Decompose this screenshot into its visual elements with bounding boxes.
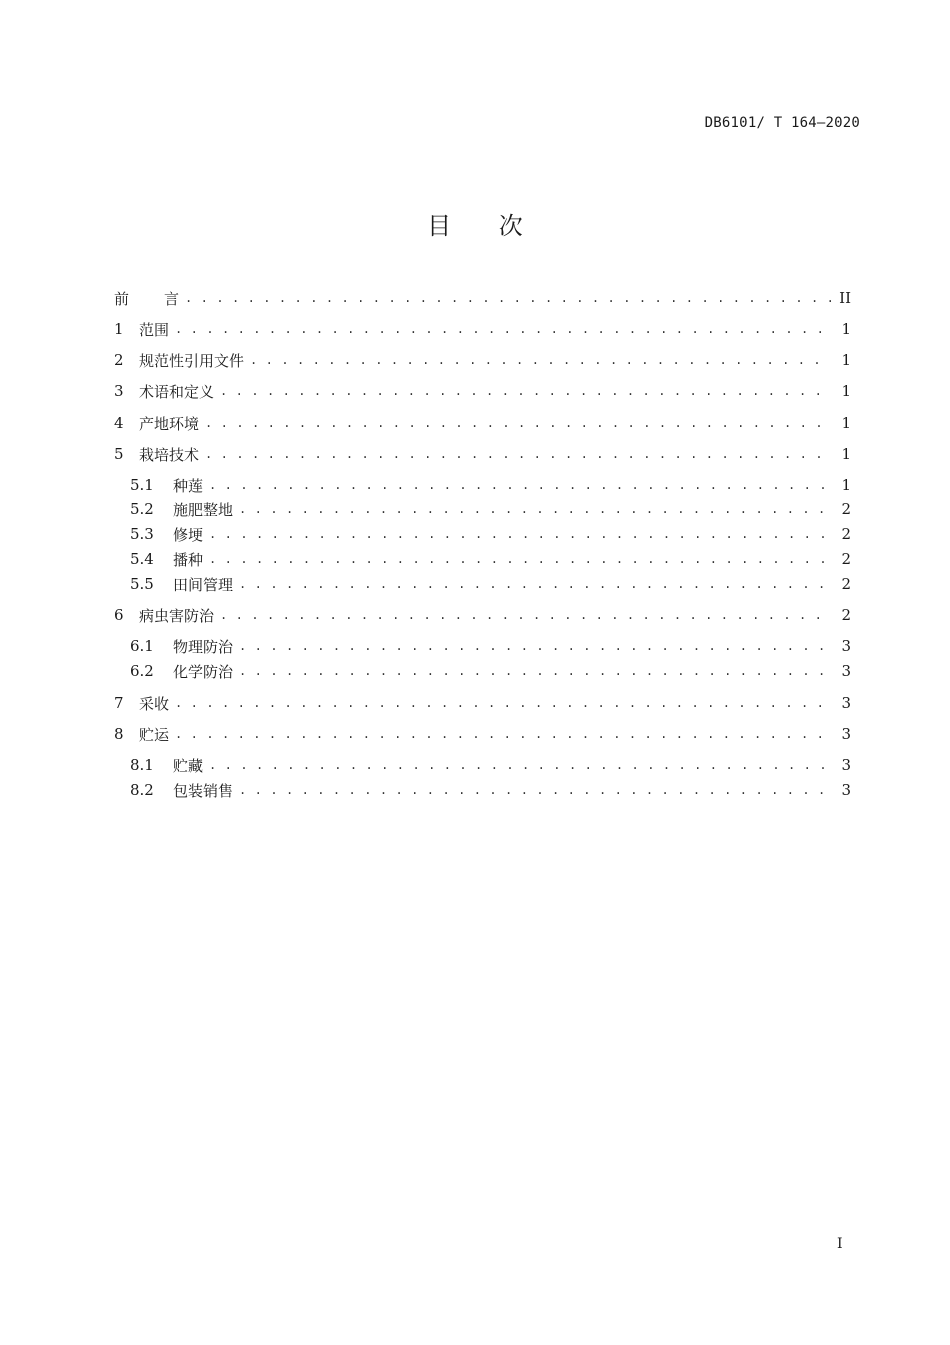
toc-entry-number: 3	[114, 382, 124, 400]
toc-subentry[interactable]	[130, 548, 851, 570]
leader-dots	[205, 416, 831, 430]
toc-entry-page: 1	[841, 382, 851, 400]
toc-entry-label: 物理防治	[173, 637, 234, 656]
toc-entry-label: 种莲	[173, 476, 204, 495]
toc-entry[interactable]	[114, 380, 851, 402]
toc-entry[interactable]	[114, 443, 851, 465]
toc-subentry[interactable]	[130, 635, 851, 657]
leader-dots	[220, 608, 831, 622]
toc-entry-page: 2	[841, 525, 851, 543]
toc-entry-label: 言	[164, 289, 180, 308]
toc-entry-number: 6.1	[130, 637, 154, 655]
toc-subentry[interactable]	[130, 498, 851, 520]
toc-subentry[interactable]	[130, 660, 851, 682]
toc-entry[interactable]	[114, 604, 851, 626]
toc-entry-page: 1	[841, 476, 851, 494]
leader-dots	[185, 291, 831, 305]
leader-dots	[239, 664, 831, 678]
toc-entry-page: 1	[841, 320, 851, 338]
toc-entry-number: 8	[114, 725, 124, 743]
leader-dots	[250, 353, 831, 367]
toc-entry-number: 5.2	[130, 500, 154, 518]
toc-entry-preface[interactable]	[114, 287, 851, 309]
leader-dots	[205, 447, 831, 461]
toc-entry-number: 5.4	[130, 550, 154, 568]
toc-entry-number: 4	[114, 414, 124, 432]
toc-entry[interactable]	[114, 723, 851, 745]
toc-entry-label: 田间管理	[173, 575, 234, 594]
toc-entry-page: 3	[841, 694, 851, 712]
toc-entry-label: 病虫害防治	[139, 606, 215, 625]
leader-dots	[209, 552, 831, 566]
toc-entry[interactable]	[114, 349, 851, 371]
toc-entry-page: 1	[841, 445, 851, 463]
toc-entry-label: 化学防治	[173, 662, 234, 681]
toc-entry-number: 6.2	[130, 662, 154, 680]
toc-entry[interactable]	[114, 412, 851, 434]
leader-dots	[239, 783, 831, 797]
toc-entry[interactable]	[114, 692, 851, 714]
leader-dots	[209, 758, 831, 772]
toc-entry-number: 5.1	[130, 476, 154, 494]
toc-entry-label: 贮运	[139, 725, 170, 744]
toc-entry-page: 1	[841, 351, 851, 369]
toc-entry-label: 产地环境	[139, 414, 200, 433]
page-title: 目 次	[427, 212, 523, 240]
toc-entry-page: 3	[841, 781, 851, 799]
leader-dots	[239, 639, 831, 653]
toc-subentry[interactable]	[130, 523, 851, 545]
toc-entry-label: 贮藏	[173, 756, 204, 775]
toc-entry-page: II	[839, 289, 851, 307]
toc-subentry[interactable]	[130, 573, 851, 595]
toc-entry-page: 3	[841, 637, 851, 655]
toc-subentry[interactable]	[130, 754, 851, 776]
toc-entry-number: 8.1	[130, 756, 154, 774]
leader-dots	[220, 384, 831, 398]
toc-subentry[interactable]	[130, 474, 851, 496]
toc-entry-number: 2	[114, 351, 124, 369]
toc-entry-label: 修埂	[173, 525, 204, 544]
toc-subentry[interactable]	[130, 779, 851, 801]
page-number: I	[837, 1236, 843, 1252]
toc-entry-number: 1	[114, 320, 124, 338]
toc-entry-label: 施肥整地	[173, 500, 234, 519]
toc-entry-page: 3	[841, 725, 851, 743]
leader-dots	[239, 577, 831, 591]
toc-entry-number: 前	[114, 289, 130, 308]
toc-entry-label: 栽培技术	[139, 445, 200, 464]
toc-entry-label: 播种	[173, 550, 204, 569]
leader-dots	[175, 696, 831, 710]
toc-entry-label: 术语和定义	[139, 382, 215, 401]
toc-entry-page: 3	[841, 756, 851, 774]
document-code: DB6101/ T 164—2020	[704, 115, 860, 131]
toc-entry-number: 5.3	[130, 525, 154, 543]
toc-entry-page: 2	[841, 606, 851, 624]
leader-dots	[239, 502, 831, 516]
leader-dots	[175, 727, 831, 741]
toc-entry-page: 2	[841, 575, 851, 593]
toc-entry[interactable]	[114, 318, 851, 340]
toc-entry-number: 7	[114, 694, 124, 712]
toc-entry-label: 范围	[139, 320, 170, 339]
toc-entry-number: 8.2	[130, 781, 154, 799]
toc-entry-page: 3	[841, 662, 851, 680]
leader-dots	[209, 527, 831, 541]
toc-entry-label: 规范性引用文件	[139, 351, 245, 370]
toc-entry-page: 2	[841, 550, 851, 568]
toc-entry-page: 2	[841, 500, 851, 518]
leader-dots	[209, 478, 831, 492]
leader-dots	[175, 322, 831, 336]
toc-entry-label: 包装销售	[173, 781, 234, 800]
toc-entry-number: 6	[114, 606, 124, 624]
toc-entry-number: 5.5	[130, 575, 154, 593]
toc-entry-number: 5	[114, 445, 124, 463]
toc-entry-label: 采收	[139, 694, 170, 713]
toc-entry-page: 1	[841, 414, 851, 432]
